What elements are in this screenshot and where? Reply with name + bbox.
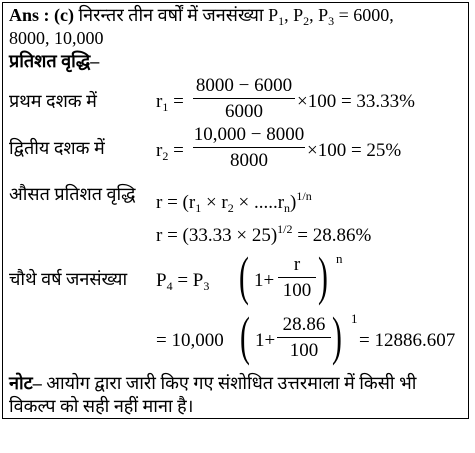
fourth-lhs: $P_4 = P_3$ [156, 270, 210, 293]
second-lhs: $r_2$ = [156, 140, 184, 163]
first-numerator: 8000 − 6000 [195, 75, 293, 96]
fourth-power: n [336, 251, 343, 266]
right-paren: ) [318, 246, 328, 306]
note-text: आयोग द्वारा जारी किए गए संशोधित उत्तरमाला में किसी भी [41, 373, 417, 393]
final-one-plus: 1+ [255, 330, 276, 351]
fourth-fraction [278, 254, 316, 302]
p3-subscript: 3 [328, 14, 335, 28]
note-label: नोट– [9, 373, 42, 393]
second-denominator: 8000 [230, 150, 268, 171]
left-paren: ( [239, 246, 249, 306]
average-calc: $r = (33.33 \times 25)^{1/2} = 28.86\%$ [156, 222, 372, 246]
note-line [9, 373, 416, 393]
note-line-2: विकल्प को सही नहीं माना है। [9, 396, 194, 416]
answer-line-2: 8000, 10,000 [9, 28, 104, 48]
second-result: ×100 = 25% [307, 140, 402, 161]
row-label-first: प्रथम दशक में [9, 91, 97, 111]
right-paren: ) [332, 306, 342, 366]
final-fraction [277, 314, 331, 362]
first-result: ×100 = 33.33% [297, 91, 416, 112]
left-paren: ( [240, 306, 250, 366]
answer-label: Ans : (c) [9, 5, 74, 25]
answer-equals: = 6000, [334, 5, 394, 25]
first-lhs: $r_1$ = [156, 91, 184, 114]
fourth-numerator: r [293, 254, 301, 275]
first-fraction [193, 75, 295, 123]
p2-subscript: 2 [303, 14, 310, 28]
second-numerator: 10,000 − 8000 [193, 124, 305, 145]
final-power: 1 [351, 311, 358, 326]
solution-card [2, 2, 469, 419]
second-fraction [193, 124, 305, 172]
p1-subscript: 1 [278, 14, 285, 28]
answer-text: निरन्तर तीन वर्षों में जनसंख्या P [78, 5, 279, 25]
first-denominator: 6000 [225, 101, 263, 122]
final-prefix: = 10,000 [156, 330, 224, 351]
fourth-one-plus: 1+ [254, 270, 275, 291]
answer-sep: , P [284, 5, 304, 25]
answer-sep: , P [309, 5, 329, 25]
final-numerator: 28.86 [282, 314, 326, 335]
row-label-second: द्वितीय दशक में [9, 138, 105, 158]
final-result: = 12886.607 [359, 330, 456, 351]
final-denominator: 100 [289, 340, 319, 361]
row-label-average: औसत प्रतिशत वृद्धि [9, 184, 136, 204]
section-heading: प्रतिशत वृद्धि– [9, 51, 100, 71]
average-formula: $r = (r_1 \times r_2 \times .....r_n)^{1/n}$ [156, 189, 312, 215]
row-label-fourth: चौथे वर्ष जनसंख्या [9, 269, 128, 289]
fourth-denominator: 100 [282, 280, 312, 301]
